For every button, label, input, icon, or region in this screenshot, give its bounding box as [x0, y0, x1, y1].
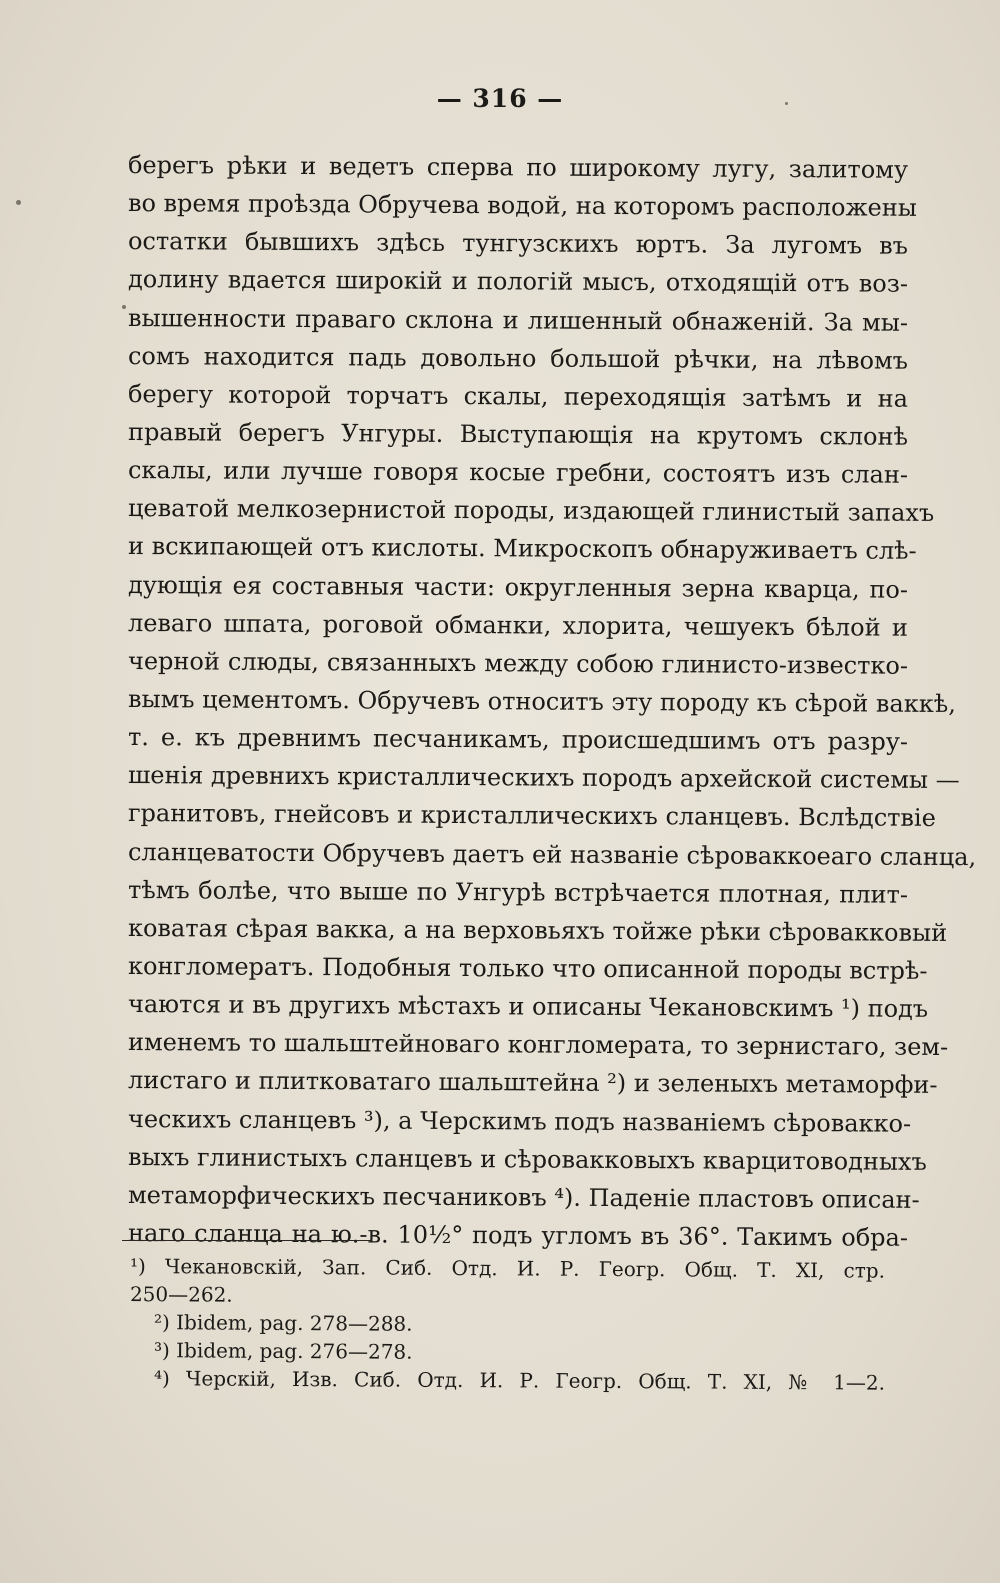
text-line: гранитовъ, гнейсовъ и кристаллическихъ сланцевъ. Вслѣдствіе — [127, 799, 936, 833]
text-line: наго сланца на ю.-в. 10½° подъ угломъ въ 36°. Такимъ обра- — [127, 1218, 909, 1252]
text-line: во время проѣзда Обручева водой, на которомъ расположены — [127, 189, 917, 222]
text-line: скалы, или лучше говоря косые гребни, состоятъ изъ слан- — [127, 456, 909, 489]
text-line: остатки бывшихъ здѣсь тунгузскихъ юртъ. За лугомъ въ — [127, 227, 909, 261]
text-line: коватая сѣрая вакка, а на верховьяхъ тойже рѣки сѣровакковый — [127, 913, 948, 947]
text-line: шенія древнихъ кристаллическихъ породъ архейской системы — — [127, 761, 960, 795]
text-line: метаморфическихъ песчаниковъ ⁴). Паденіе пластовъ описан- — [127, 1180, 920, 1214]
footnote-separator — [122, 1240, 372, 1241]
footnote-1-continuation: 250—262. — [129, 1282, 233, 1307]
text-line: сланцеватости Обручевъ даетъ ей названіе сѣроваккоеаго сланца, — [127, 837, 977, 871]
text-line: леваго шпата, роговой обманки, хлорита, чешуекъ бѣлой и — [127, 608, 909, 642]
paper-speck — [16, 200, 21, 205]
text-line: вымъ цементомъ. Обручевъ относитъ эту породу къ сѣрой ваккѣ, — [127, 684, 956, 719]
text-line: долину вдается широкій и пологій мысъ, отходящій отъ воз- — [127, 265, 909, 299]
text-line: тѣмъ болѣе, что выше по Унгурѣ встрѣчается плотная, плит- — [127, 875, 909, 909]
footnote-3: ³) Ibidem, pag. 276—278. — [153, 1338, 413, 1364]
page-number: — 316 — — [436, 84, 564, 113]
footnote-4: ⁴) Черскій, Изв. Сиб. Отд. И. Р. Геогр. Общ. Т. XI, № 1—2. — [153, 1366, 886, 1395]
text-line: листаго и плитковатаго шальштейна ²) и зеленыхъ метаморфи- — [127, 1066, 938, 1100]
paper-speck — [785, 102, 788, 105]
text-line: т. е. къ древнимъ песчаникамъ, происшедшимъ отъ разру- — [127, 723, 909, 756]
text-line: чаются и въ другихъ мѣстахъ и описаны Чекановскимъ ¹) подъ — [127, 990, 929, 1023]
text-line: конгломератъ. Подобныя только что описанной породы встрѣ- — [127, 951, 928, 985]
text-line: ческихъ сланцевъ ³), а Черскимъ подъ названіемъ сѣровакко- — [127, 1104, 912, 1138]
footnote-1: ¹) Чекановскій, Зап. Сиб. Отд. И. Р. Геогр. Общ. Т. XI, стр. — [129, 1254, 886, 1283]
text-line: вышенности праваго склона и лишенный обнаженій. За мы- — [127, 303, 909, 337]
paper-speck — [122, 305, 126, 309]
footnote-2: ²) Ibidem, pag. 278—288. — [153, 1310, 413, 1336]
text-line: и вскипающей отъ кислоты. Микроскопъ обнаруживаетъ слѣ- — [127, 532, 917, 566]
body-text — [127, 146, 977, 1252]
text-line: берегу которой торчатъ скалы, переходящія затѣмъ и на — [127, 379, 909, 413]
text-line: берегъ рѣки и ведетъ сперва по широкому лугу, залитому — [127, 151, 909, 184]
text-line: черной слюды, связанныхъ между собою глинисто-известко- — [127, 646, 909, 680]
text-line: правый берегъ Унгуры. Выступающія на крутомъ склонѣ — [127, 417, 909, 451]
text-line: именемъ то шальштейноваго конгломерата, то зернистаго, зем- — [127, 1028, 949, 1062]
text-line: цеватой мелкозернистой породы, издающей глинистый запахъ — [127, 494, 935, 528]
text-line: дующія ея составныя части: округленныя зерна кварца, по- — [127, 570, 909, 604]
text-line: выхъ глинистыхъ сланцевъ и сѣровакковыхъ кварцитоводныхъ — [127, 1142, 927, 1176]
text-line: сомъ находится падь довольно большой рѣчки, на лѣвомъ — [127, 341, 909, 375]
footnotes — [129, 1252, 886, 1395]
